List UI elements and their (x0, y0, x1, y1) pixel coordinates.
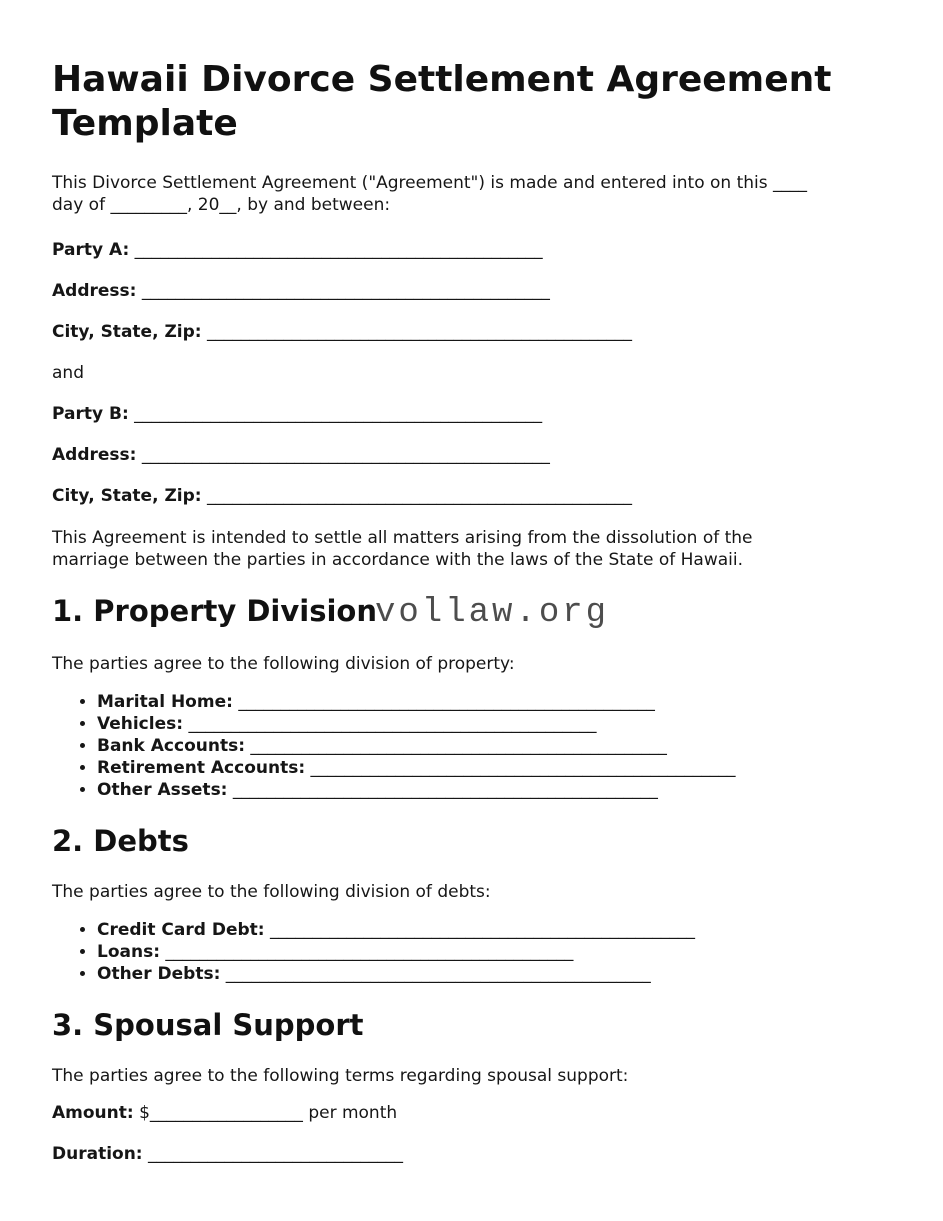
retirement-accounts-blank: __________________________________________________ (310, 758, 736, 778)
list-item-other-assets (97, 779, 891, 801)
bank-accounts-label: Bank Accounts: (97, 736, 245, 756)
loans-blank: ________________________________________________ (165, 942, 574, 962)
section-1-heading (52, 593, 891, 631)
list-item-vehicles (97, 713, 891, 735)
party-b-city-state-zip-blank: __________________________________________________ (206, 486, 632, 506)
party-a-address-field (52, 281, 891, 302)
list-item-retirement-accounts (97, 757, 891, 779)
list-item-marital-home (97, 691, 891, 713)
party-a-address-blank: ________________________________________________ (141, 281, 550, 301)
loans-label: Loans: (97, 942, 161, 962)
watermark-text: vollaw.org (375, 594, 610, 632)
list-item-other-debts (97, 963, 891, 985)
party-a-name-field (52, 240, 891, 261)
section-3-intro: The parties agree to the following terms regarding spousal support: (52, 1066, 629, 1086)
retirement-accounts-label: Retirement Accounts: (97, 758, 306, 778)
intro-line2: day of _________, 20__, by and between: (52, 195, 391, 215)
duration-field (52, 1144, 891, 1165)
party-a-city-state-zip-field (52, 322, 891, 343)
intro-line1: This Divorce Settlement Agreement ("Agreement") is made and entered into on this ____ (52, 173, 808, 193)
other-debts-blank: __________________________________________________ (225, 964, 651, 984)
section-3-heading: 3. Spousal Support (52, 1008, 364, 1042)
marital-home-label: Marital Home: (97, 692, 233, 712)
party-a-city-state-zip-label: City, State, Zip: (52, 322, 202, 342)
vehicles-blank: ________________________________________________ (188, 714, 597, 734)
settle-line1: This Agreement is intended to settle all matters arising from the dissolution of the (52, 528, 753, 548)
party-b-name-field (52, 404, 891, 425)
amount-label: Amount: (52, 1103, 134, 1123)
list-item-loans (97, 941, 891, 963)
list-item-bank-accounts (97, 735, 891, 757)
party-a-address-label: Address: (52, 281, 137, 301)
party-b-address-field (52, 445, 891, 466)
party-a-name-label: Party A: (52, 240, 130, 260)
section-1-heading-text: 1. Property Division (52, 594, 377, 628)
section-2-heading: 2. Debts (52, 824, 189, 858)
party-b-address-blank: ________________________________________________ (141, 445, 550, 465)
other-assets-label: Other Assets: (97, 780, 228, 800)
party-b-address-label: Address: (52, 445, 137, 465)
page-title-line2: Template (52, 103, 238, 144)
settle-line2: marriage between the parties in accordance with the laws of the State of Hawaii. (52, 550, 744, 570)
section-2-intro: The parties agree to the following division of debts: (52, 882, 491, 902)
party-a-city-state-zip-blank: __________________________________________________ (206, 322, 632, 342)
amount-value: $__________________ per month (139, 1103, 398, 1123)
page-title-line1: Hawaii Divorce Settlement Agreement (52, 59, 832, 100)
other-assets-blank: __________________________________________________ (232, 780, 658, 800)
party-a-name-blank: ________________________________________________ (134, 240, 543, 260)
party-b-name-blank: ________________________________________________ (134, 404, 543, 424)
marital-home-blank: _________________________________________________ (238, 692, 655, 712)
page-title (52, 58, 891, 146)
list-item-credit-card-debt (97, 919, 891, 941)
duration-blank: ______________________________ (148, 1144, 404, 1164)
party-b-name-label: Party B: (52, 404, 129, 424)
amount-field (52, 1103, 891, 1124)
credit-card-debt-blank: __________________________________________________ (270, 920, 695, 940)
debts-list (52, 919, 891, 985)
settlement-intent-paragraph (52, 527, 891, 571)
parties-connector: and (52, 363, 84, 383)
other-debts-label: Other Debts: (97, 964, 221, 984)
duration-label: Duration: (52, 1144, 143, 1164)
intro-paragraph (52, 172, 891, 216)
party-b-city-state-zip-field (52, 486, 891, 507)
property-division-list (52, 691, 891, 801)
vehicles-label: Vehicles: (97, 714, 184, 734)
bank-accounts-blank: _________________________________________________ (250, 736, 667, 756)
credit-card-debt-label: Credit Card Debt: (97, 920, 265, 940)
section-1-intro: The parties agree to the following division of property: (52, 654, 515, 674)
party-b-city-state-zip-label: City, State, Zip: (52, 486, 202, 506)
